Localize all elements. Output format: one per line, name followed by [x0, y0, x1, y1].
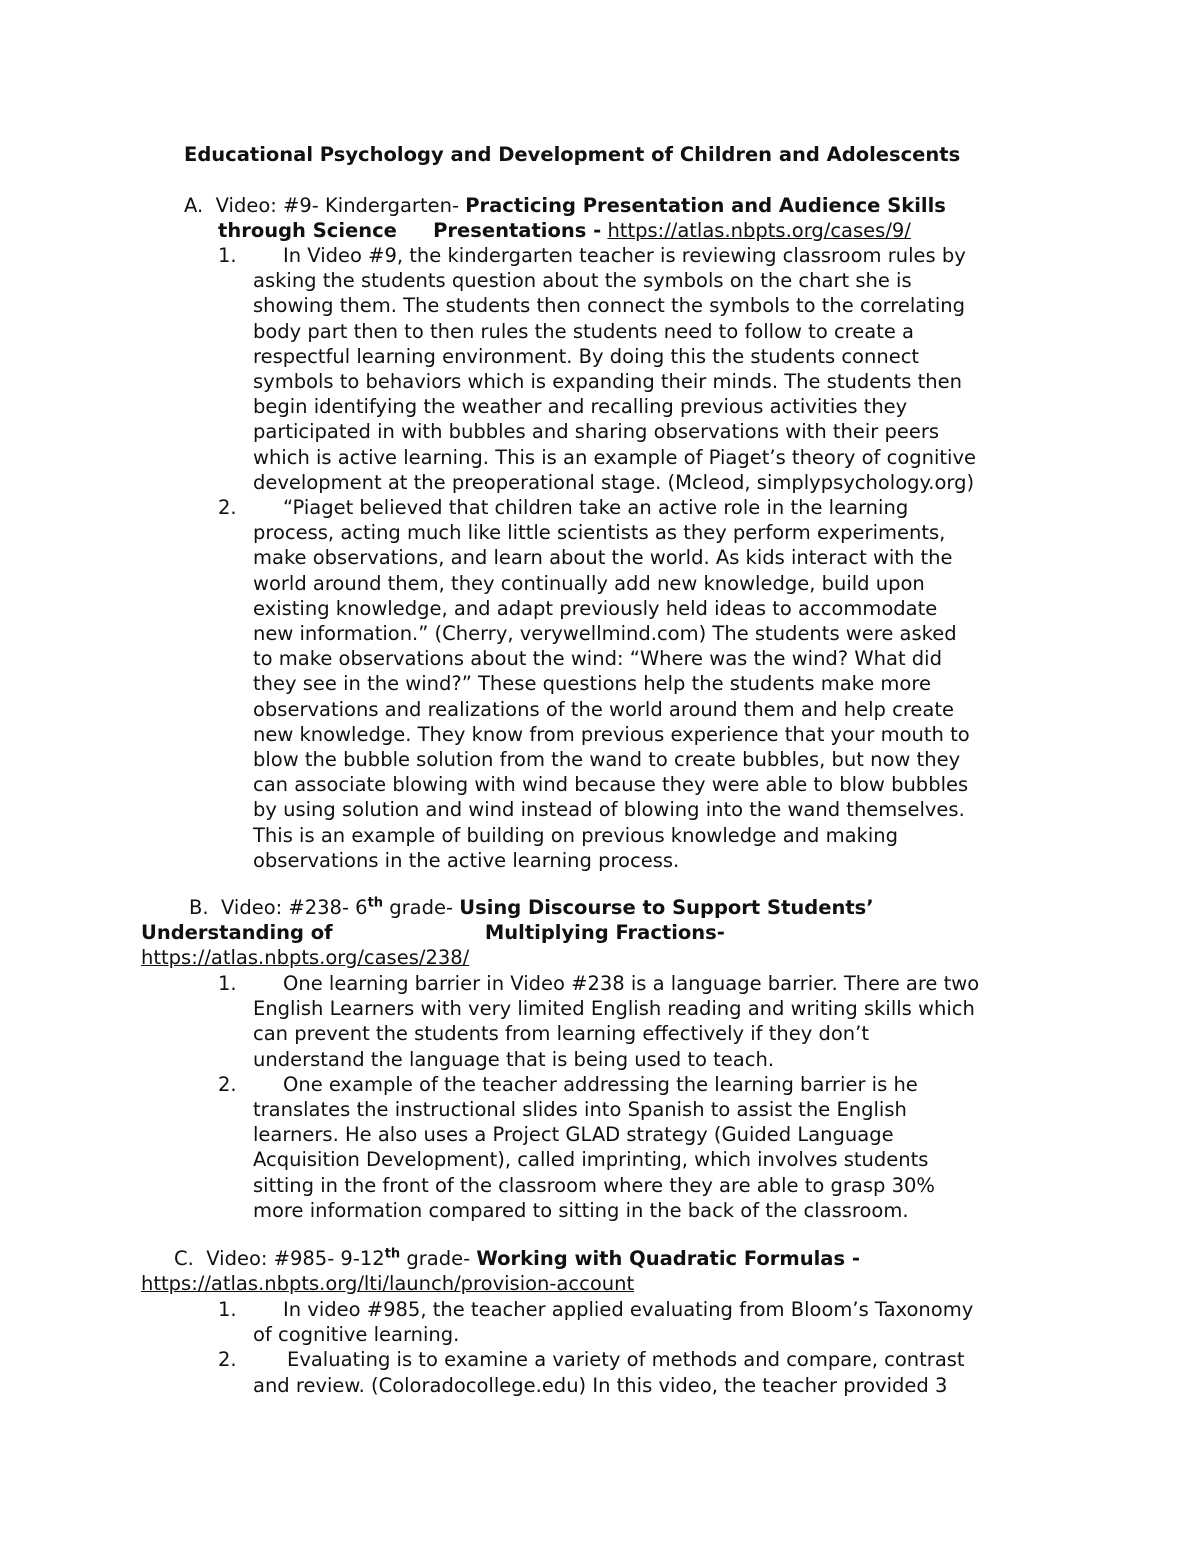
item-line: make observations, and learn about the world. As kids interact with the — [253, 546, 953, 570]
section-c-link-row — [141, 1271, 634, 1296]
section-b-link-row — [141, 945, 469, 970]
item-line: observations in the active learning process. — [253, 848, 680, 872]
item-line: they see in the wind?” These questions help the students make more — [253, 672, 931, 696]
list-item — [218, 971, 979, 1072]
item-line: process, acting much like little scientists as they perform experiments, — [253, 521, 946, 545]
item-line: existing knowledge, and adapt previously held ideas to accommodate — [253, 596, 938, 620]
section-b-title-line1: Using Discourse to Support Students’ — [459, 896, 874, 919]
section-c-video-suffix: grade- — [400, 1247, 471, 1270]
item-line: Evaluating is to examine a variety of methods and compare, contrast — [287, 1348, 965, 1372]
item-line: participated in with bubbles and sharing observations with their peers — [253, 420, 940, 444]
item-line: This is an example of building on previous knowledge and making — [253, 823, 898, 847]
item-line: begin identifying the weather and recalling previous activities they — [253, 395, 908, 419]
section-c-video-prefix: Video: #985- 9-12 — [206, 1247, 385, 1270]
item-line: more information compared to sitting in the back of the classroom. — [253, 1198, 909, 1222]
item-line: In Video #9, the kindergarten teacher is reviewing classroom rules by — [283, 244, 966, 267]
item-line: learners. He also uses a Project GLAD strategy (Guided Language — [253, 1123, 894, 1147]
section-b-list — [218, 971, 979, 1223]
item-line: blow the bubble solution from the wand to create bubbles, but now they — [253, 748, 961, 772]
item-line: One learning barrier in Video #238 is a language barrier. There are two — [283, 972, 980, 995]
item-line: “Piaget believed that children take an active role in the learning — [283, 496, 909, 520]
item-line: which is active learning. This is an example of Piaget’s theory of cognitive — [253, 445, 977, 469]
item-line: new knowledge. They know from previous experience that your mouth to — [253, 722, 970, 746]
section-c-letter: C. — [174, 1247, 194, 1270]
item-line: and review. (Coloradocollege.edu) In this video, the teacher provided 3 — [253, 1373, 948, 1397]
item-line: can associate blowing with wind because they were able to blow bubbles — [253, 773, 969, 797]
item-line: Acquisition Development), called imprinting, which involves students — [253, 1148, 929, 1172]
document-title: Educational Psychology and Development of Children and Adolescents — [184, 143, 961, 166]
item-line: by using solution and wind instead of blowing into the wand themselves. — [253, 798, 965, 822]
list-number: 2. — [218, 1072, 237, 1096]
item-line: new information.” (Cherry, verywellmind.com) The students were asked — [253, 622, 957, 646]
list-number: 1. — [218, 1298, 237, 1321]
section-c-sup: th — [384, 1246, 401, 1262]
section-b-heading — [189, 895, 874, 920]
section-b-title-line2a: Understanding of — [141, 921, 333, 944]
list-item — [218, 1072, 979, 1223]
list-item — [218, 1347, 973, 1397]
section-b-heading-line2 — [141, 920, 725, 945]
section-b-video-prefix: Video: #238- 6 — [220, 896, 368, 919]
item-line: development at the preoperational stage. (Mcleod, simplypsychology.org) — [253, 470, 975, 494]
list-number: 1. — [218, 972, 237, 995]
section-a-list — [218, 243, 976, 873]
item-line: asking the students question about the symbols on the chart she is — [253, 269, 912, 293]
section-b-link[interactable]: https://atlas.nbpts.org/cases/238/ — [141, 946, 470, 969]
item-line: translates the instructional slides into Spanish to assist the English — [253, 1098, 907, 1122]
section-c-link[interactable]: https://atlas.nbpts.org/lti/launch/provision-account — [141, 1272, 635, 1295]
item-line: respectful learning environment. By doing this the students connect — [253, 344, 920, 368]
section-c-title-line1: Working with Quadratic Formulas - — [476, 1247, 860, 1270]
item-line: world around them, they continually add new knowledge, build upon — [253, 571, 925, 595]
section-a-heading-line2 — [218, 218, 911, 243]
item-line: sitting in the front of the classroom where they are able to grasp 30% — [253, 1173, 935, 1197]
section-a-link[interactable]: https://atlas.nbpts.org/cases/9/ — [607, 219, 911, 242]
section-a-heading — [184, 193, 946, 218]
list-item — [218, 243, 976, 495]
list-item — [218, 495, 976, 873]
section-a-title-line1: Practicing Presentation and Audience Skills — [465, 194, 946, 217]
section-b-title-line2b: Multiplying Fractions- — [484, 921, 725, 944]
item-line: body part then to then rules the students need to follow to create a — [253, 319, 914, 343]
list-number: 1. — [218, 244, 237, 267]
list-number: 2. — [218, 496, 237, 520]
item-line: In video #985, the teacher applied evaluating from Bloom’s Taxonomy — [283, 1298, 974, 1321]
item-line: of cognitive learning. — [253, 1323, 460, 1347]
section-a-title-line2a: through Science — [218, 219, 397, 242]
item-line: to make observations about the wind: “Where was the wind? What did — [253, 647, 942, 671]
section-a-video-prefix: Video: #9- Kindergarten- — [215, 194, 459, 217]
item-line: One example of the teacher addressing the learning barrier is he — [283, 1072, 918, 1096]
section-a-letter: A. — [184, 194, 204, 217]
item-line: observations and realizations of the world around them and help create — [253, 697, 955, 721]
item-line: understand the language that is being used to teach. — [253, 1047, 775, 1071]
item-line: showing them. The students then connect the symbols to the correlating — [253, 294, 966, 318]
list-number: 2. — [218, 1348, 237, 1372]
section-b-video-suffix: grade- — [383, 896, 454, 919]
section-b-letter: B. — [189, 896, 209, 919]
section-c-list — [218, 1297, 973, 1398]
item-line: can prevent the students from learning effectively if they don’t — [253, 1022, 870, 1046]
section-b-sup: th — [367, 895, 384, 911]
list-item — [218, 1297, 973, 1347]
section-a-title-line2b: Presentations - — [433, 219, 602, 242]
item-line: symbols to behaviors which is expanding their minds. The students then — [253, 370, 962, 394]
item-line: English Learners with very limited English reading and writing skills which — [253, 997, 975, 1021]
section-c-heading — [174, 1246, 860, 1271]
